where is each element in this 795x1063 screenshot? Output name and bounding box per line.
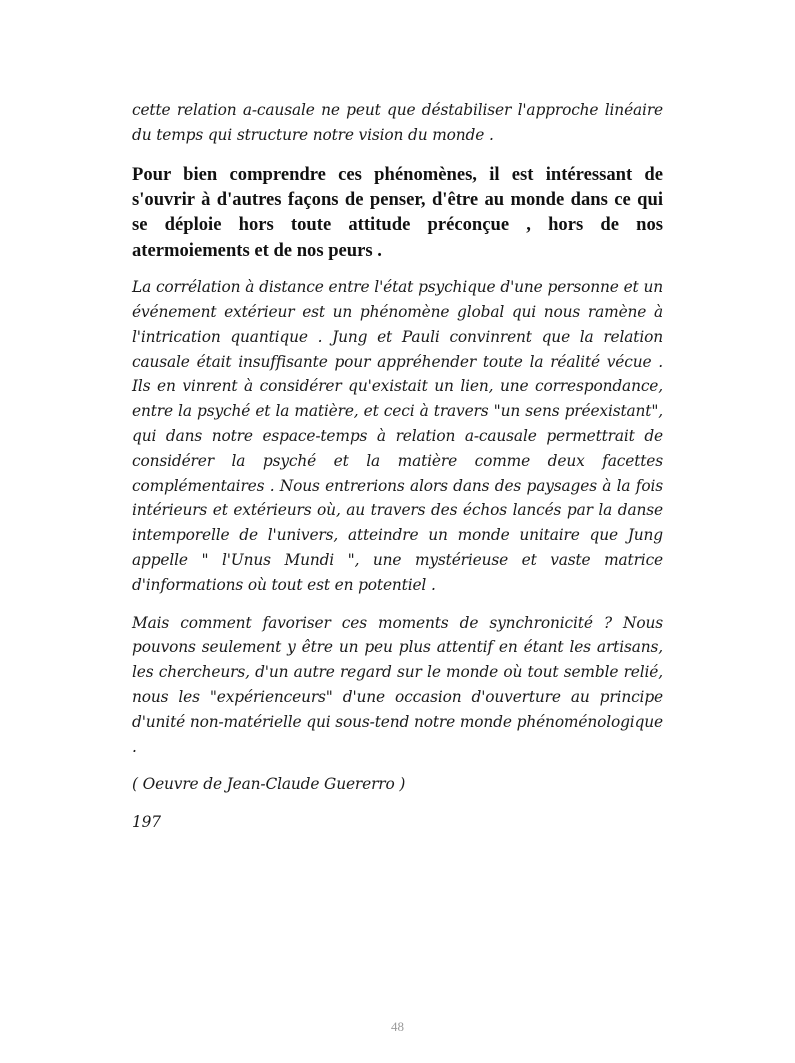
- paragraph-synchronicity: Mais comment favoriser ces moments de synchronicité ? Nous pouvons seulement y être un peu plus attentif en étant les artisans, les chercheurs, d'un autre regard sur le monde où tout semble relié, nous les "expérienceurs" d'une occasion d'ouverture au principe d'unité non-matérielle qui sous-tend notre monde phénoménologique .: [132, 613, 663, 756]
- artwork-attribution: ( Oeuvre de Jean-Claude Guererro ): [132, 775, 406, 794]
- paragraph-correlation: La corrélation à distance entre l'état psychique d'une personne et un événement extérieur est un phénomène global qui nous ramène à l'intrication quantique . Jung et Pauli convinrent que la relation causale était insuffisante pour appréhender toute la réalité vécue . Ils en vinrent à considérer qu'existait un lien, une correspondance, entre la psyché et la matière, et ceci à travers "un sens préexistant", qui dans notre espace-temps à relation a-causale permettrait de considérer la psyché et la matière comme deux facettes complémentaires . Nous entrerions alors dans des paysages à la fois intérieurs et extérieurs où, au travers des échos lancés par la danse intemporelle de l'univers, atteindre un monde unitaire que Jung appelle " l'Unus Mundi ", une mystérieuse et vaste matrice d'informations où tout est en potentiel .: [132, 278, 663, 594]
- paragraph-bold: Pour bien comprendre ces phénomènes, il est intéressant de s'ouvrir à d'autres façons de penser, d'être au monde dans ce qui se déploie hors toute attitude préconçue , hors de nos atermoiements et de nos peurs .: [132, 163, 663, 261]
- page-body: [132, 98, 663, 835]
- artwork-number: 197: [132, 813, 161, 832]
- page-number: 48: [391, 1019, 404, 1034]
- paragraph-intro: cette relation a-causale ne peut que déstabiliser l'approche linéaire du temps qui structure notre vision du monde .: [132, 101, 663, 144]
